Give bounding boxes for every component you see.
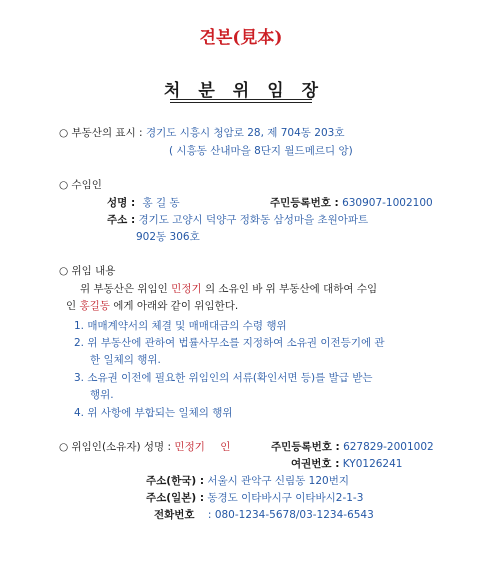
- content-item: 3. 소유권 이전에 필요한 위임인의 서류(확인서면 등)를 발급 받는: [74, 372, 373, 384]
- address-korea-row: [146, 474, 349, 488]
- title-underline: [170, 99, 312, 100]
- address-japan-label: 주소(일본) :: [146, 492, 205, 504]
- delegator-label: 위임인(소유자) 성명 :: [71, 441, 172, 453]
- delegate-address: 경기도 고양시 덕양구 정화동 삼성마을 초원아파트: [138, 214, 369, 226]
- property-section: [59, 126, 344, 140]
- title-char: 분: [198, 81, 215, 101]
- content-heading: [59, 264, 115, 278]
- delegator-id: 627829-2001002: [343, 441, 434, 453]
- intro-text: 인: [66, 300, 77, 312]
- content-label: 위임 내용: [71, 265, 116, 277]
- phone-number: 080-1234-5678/03-1234-6543: [214, 509, 374, 521]
- content-intro-line1: [80, 282, 377, 296]
- bullet: ○: [59, 179, 69, 191]
- id-label: 주민등록번호 :: [270, 197, 339, 209]
- delegate-address-row: [107, 213, 368, 227]
- id-label: 주민등록번호 :: [271, 441, 340, 453]
- delegate-name-row: [107, 196, 180, 210]
- bullet: ○: [59, 265, 69, 277]
- content-intro-line2: [66, 299, 238, 313]
- property-note: ( 시흥동 산내마을 8단지 월드메르디 앙): [169, 145, 353, 157]
- bullet: ○: [59, 441, 69, 453]
- delegate-id-row: [270, 196, 433, 210]
- title-char: 임: [267, 81, 284, 101]
- phone-label: 전화번호: [154, 509, 195, 521]
- address-korea: 서울시 관악구 신림동 120번지: [207, 475, 350, 487]
- content-item: 4. 위 사항에 부합되는 일체의 행위: [74, 407, 233, 419]
- title-char: 장: [301, 81, 319, 101]
- intro-delegate-name: 홍길동: [79, 300, 110, 312]
- address-japan-row: [146, 491, 363, 505]
- content-item-cont: 행위.: [90, 389, 114, 401]
- phone-separator: :: [207, 509, 212, 521]
- title-underline: [170, 102, 312, 103]
- seal-mark: 인: [220, 441, 231, 453]
- name-label: 성명 :: [107, 197, 136, 209]
- delegate-label: 수임인: [71, 179, 102, 191]
- intro-text: 위 부동산은 위임인: [80, 283, 168, 295]
- document-title: [0, 76, 482, 101]
- content-item: 1. 매매계약서의 체결 및 매매대금의 수령 행위: [74, 320, 287, 332]
- title-char: 처: [163, 81, 181, 101]
- delegate-heading: [59, 178, 102, 192]
- phone-row: [154, 508, 374, 522]
- delegator-name: 민정기: [174, 441, 205, 453]
- title-char: 위: [232, 81, 250, 101]
- address-label: 주소 :: [107, 214, 136, 226]
- delegate-address-line2: 902동 306호: [136, 231, 200, 243]
- intro-text: 에게 아래와 같이 위임한다.: [113, 300, 239, 312]
- delegator-name-row: [59, 440, 230, 454]
- sample-mark: 견본(見本): [199, 28, 283, 48]
- property-label: 부동산의 표시 :: [71, 127, 143, 139]
- content-item: 2. 위 부동산에 관하여 법률사무소를 지정하여 소유권 이전등기에 관: [74, 337, 385, 349]
- delegator-id-row: [271, 440, 434, 454]
- intro-text: 의 소유인 바 위 부동산에 대하여 수임: [204, 283, 378, 295]
- delegate-id: 630907-1002100: [342, 197, 433, 209]
- bullet: ○: [59, 127, 69, 139]
- content-item-cont: 한 일체의 행위.: [90, 354, 161, 366]
- passport-number: KY0126241: [342, 458, 403, 470]
- passport-row: [291, 457, 402, 471]
- property-address: 경기도 시흥시 청암로 28, 제 704동 203호: [145, 127, 345, 139]
- passport-label: 여권번호 :: [291, 458, 340, 470]
- delegate-name: 홍 길 동: [142, 197, 180, 209]
- address-japan: 동경도 이타바시구 이타바시2-1-3: [207, 492, 364, 504]
- intro-delegator-name: 민정기: [171, 283, 202, 295]
- address-korea-label: 주소(한국) :: [146, 475, 205, 487]
